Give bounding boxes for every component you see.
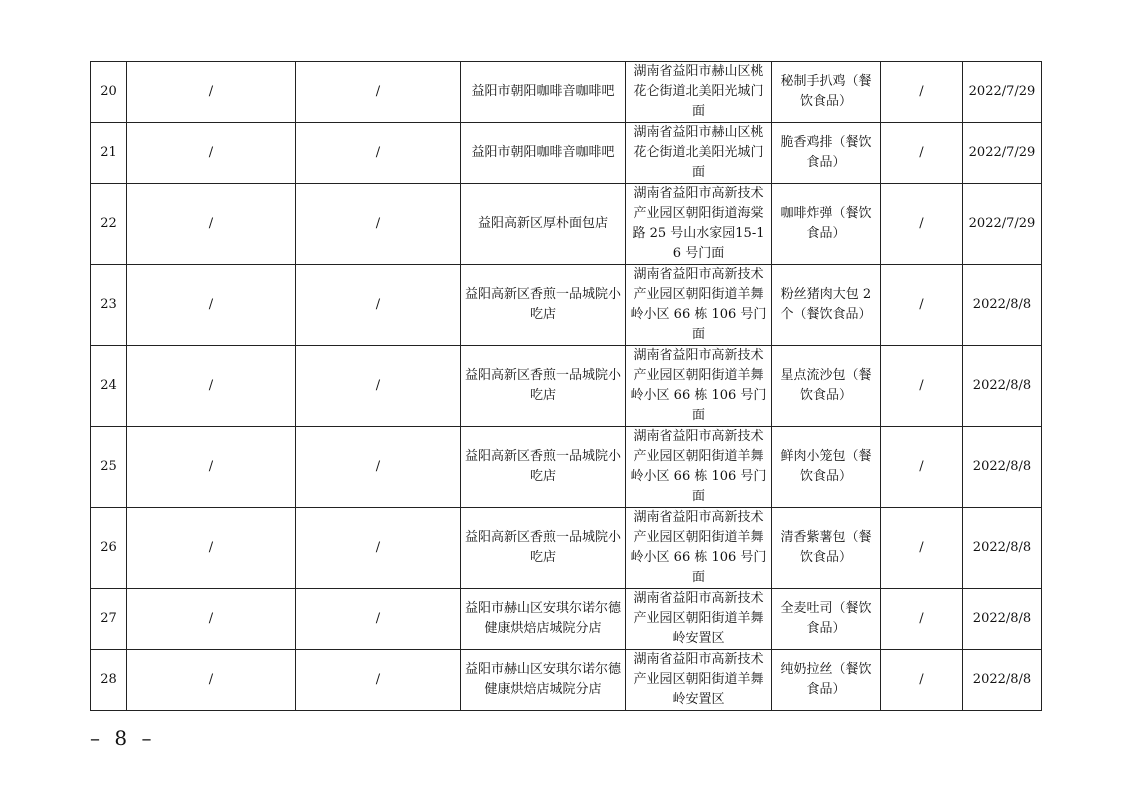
cell-placeholder: /: [296, 508, 461, 589]
cell-address: 湖南省益阳市高新技术产业园区朝阳街道羊舞岭小区 66 栋 106 号门面: [626, 427, 772, 508]
cell-address: 湖南省益阳市高新技术产业园区朝阳街道羊舞岭小区 66 栋 106 号门面: [626, 346, 772, 427]
table-row: [91, 62, 1042, 123]
cell-placeholder: /: [127, 265, 296, 346]
table-row: [91, 184, 1042, 265]
cell-placeholder: /: [881, 123, 963, 184]
cell-placeholder: /: [881, 346, 963, 427]
cell-address: 湖南省益阳市高新技术产业园区朝阳街道海棠路 25 号山水家园15-16 号门面: [626, 184, 772, 265]
cell-address: 湖南省益阳市赫山区桃花仑街道北美阳光城门面: [626, 123, 772, 184]
cell-placeholder: /: [296, 427, 461, 508]
cell-placeholder: /: [881, 427, 963, 508]
table-row: [91, 123, 1042, 184]
cell-row-number: 28: [91, 650, 127, 711]
sampling-results-table: [90, 61, 1042, 711]
cell-placeholder: /: [127, 650, 296, 711]
cell-row-number: 25: [91, 427, 127, 508]
cell-store-name: 益阳市朝阳咖啡音咖啡吧: [461, 123, 626, 184]
cell-placeholder: /: [881, 508, 963, 589]
cell-placeholder: /: [127, 427, 296, 508]
cell-food-name: 纯奶拉丝（餐饮食品）: [772, 650, 881, 711]
cell-food-name: 全麦吐司（餐饮食品）: [772, 589, 881, 650]
cell-store-name: 益阳市赫山区安琪尔诺尔德健康烘焙店城院分店: [461, 589, 626, 650]
cell-address: 湖南省益阳市高新技术产业园区朝阳街道羊舞岭安置区: [626, 589, 772, 650]
cell-placeholder: /: [296, 589, 461, 650]
cell-address: 湖南省益阳市赫山区桃花仑街道北美阳光城门面: [626, 62, 772, 123]
cell-date: 2022/8/8: [963, 508, 1042, 589]
cell-placeholder: /: [881, 265, 963, 346]
cell-row-number: 20: [91, 62, 127, 123]
cell-row-number: 24: [91, 346, 127, 427]
cell-date: 2022/7/29: [963, 184, 1042, 265]
cell-placeholder: /: [881, 62, 963, 123]
cell-date: 2022/8/8: [963, 265, 1042, 346]
cell-row-number: 23: [91, 265, 127, 346]
table-row: [91, 346, 1042, 427]
cell-food-name: 粉丝猪肉大包 2 个（餐饮食品）: [772, 265, 881, 346]
cell-row-number: 21: [91, 123, 127, 184]
cell-date: 2022/7/29: [963, 123, 1042, 184]
cell-store-name: 益阳高新区香煎一品城院小吃店: [461, 427, 626, 508]
cell-placeholder: /: [127, 589, 296, 650]
cell-placeholder: /: [296, 123, 461, 184]
cell-food-name: 星点流沙包（餐饮食品）: [772, 346, 881, 427]
table-row: [91, 589, 1042, 650]
cell-placeholder: /: [296, 346, 461, 427]
cell-store-name: 益阳高新区厚朴面包店: [461, 184, 626, 265]
table-row: [91, 427, 1042, 508]
page-number: – 8 –: [90, 726, 156, 750]
cell-placeholder: /: [127, 184, 296, 265]
cell-food-name: 秘制手扒鸡（餐饮食品）: [772, 62, 881, 123]
table-body: [91, 62, 1042, 711]
cell-food-name: 鲜肉小笼包（餐饮食品）: [772, 427, 881, 508]
cell-date: 2022/8/8: [963, 427, 1042, 508]
cell-store-name: 益阳市朝阳咖啡音咖啡吧: [461, 62, 626, 123]
cell-placeholder: /: [127, 346, 296, 427]
cell-food-name: 咖啡炸弹（餐饮食品）: [772, 184, 881, 265]
cell-row-number: 26: [91, 508, 127, 589]
cell-placeholder: /: [127, 508, 296, 589]
cell-address: 湖南省益阳市高新技术产业园区朝阳街道羊舞岭小区 66 栋 106 号门面: [626, 265, 772, 346]
cell-placeholder: /: [881, 184, 963, 265]
cell-row-number: 22: [91, 184, 127, 265]
table-row: [91, 650, 1042, 711]
cell-date: 2022/8/8: [963, 589, 1042, 650]
cell-address: 湖南省益阳市高新技术产业园区朝阳街道羊舞岭小区 66 栋 106 号门面: [626, 508, 772, 589]
cell-row-number: 27: [91, 589, 127, 650]
cell-address: 湖南省益阳市高新技术产业园区朝阳街道羊舞岭安置区: [626, 650, 772, 711]
cell-store-name: 益阳高新区香煎一品城院小吃店: [461, 265, 626, 346]
cell-date: 2022/8/8: [963, 346, 1042, 427]
cell-placeholder: /: [296, 62, 461, 123]
cell-food-name: 脆香鸡排（餐饮食品）: [772, 123, 881, 184]
cell-date: 2022/7/29: [963, 62, 1042, 123]
cell-placeholder: /: [881, 650, 963, 711]
cell-food-name: 清香紫薯包（餐饮食品）: [772, 508, 881, 589]
cell-date: 2022/8/8: [963, 650, 1042, 711]
cell-store-name: 益阳高新区香煎一品城院小吃店: [461, 508, 626, 589]
table-row: [91, 508, 1042, 589]
cell-store-name: 益阳高新区香煎一品城院小吃店: [461, 346, 626, 427]
cell-placeholder: /: [127, 123, 296, 184]
cell-store-name: 益阳市赫山区安琪尔诺尔德健康烘焙店城院分店: [461, 650, 626, 711]
cell-placeholder: /: [127, 62, 296, 123]
cell-placeholder: /: [296, 184, 461, 265]
table-row: [91, 265, 1042, 346]
cell-placeholder: /: [881, 589, 963, 650]
cell-placeholder: /: [296, 650, 461, 711]
cell-placeholder: /: [296, 265, 461, 346]
